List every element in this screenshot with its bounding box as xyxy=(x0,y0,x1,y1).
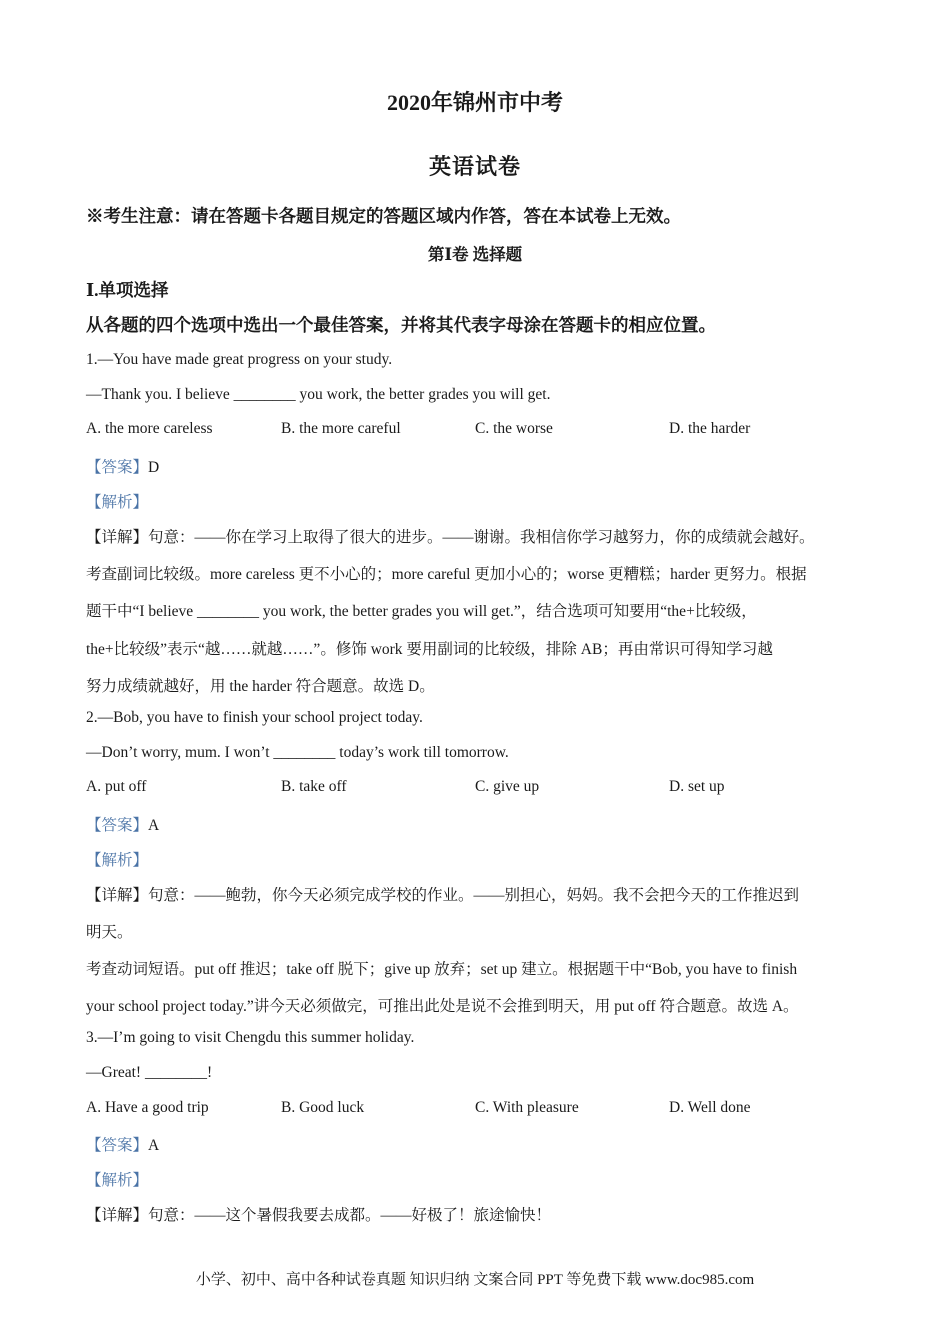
option-d: D. the harder xyxy=(669,420,751,437)
analysis-tag: 【解析】 xyxy=(86,852,149,869)
option-c: C. the worse xyxy=(475,420,553,437)
question-line: —Don’t worry, mum. I won’t ________ today’s work till tomorrow. xyxy=(86,744,509,761)
question-line: 1.—You have made great progress on your study. xyxy=(86,351,393,368)
detail-tag: 【详解】 xyxy=(86,1207,149,1224)
question-line: —Thank you. I believe ________ you work, the better grades you will get. xyxy=(86,386,551,403)
analysis-tag: 【解析】 xyxy=(86,494,149,511)
detail-text: 句意：——这个暑假我要去成都。——好极了！旅途愉快！ xyxy=(148,1207,552,1224)
option-b: B. Good luck xyxy=(281,1099,365,1116)
answer-line xyxy=(86,1133,159,1155)
answer-line xyxy=(86,455,159,477)
answer-value: A xyxy=(148,817,160,834)
answer-value: D xyxy=(148,459,160,476)
exam-title: 2020年锦州市中考 xyxy=(386,90,563,115)
page-footer: 小学、初中、高中各种试卷真题 知识归纳 文案合同 PPT 等免费下载 www.doc985.com xyxy=(195,1272,755,1288)
detail-text: 考查副词比较级。more careless 更不小心的；more careful 更加小心的；worse 更糟糕；harder 更努力。根据 xyxy=(86,566,807,583)
question-line: 2.—Bob, you have to finish your school project today. xyxy=(86,709,423,726)
detail-text: 努力成绩就越好，用 the harder 符合题意。故选 D。 xyxy=(86,678,435,695)
answer-value: A xyxy=(148,1137,160,1154)
detail-text: 题干中“I believe ________ you work, the better grades you will get.”，结合选项可知要用“the+比较级， xyxy=(86,603,757,620)
exam-subtitle: 英语试卷 xyxy=(428,154,521,179)
answer-tag: 【答案】 xyxy=(86,1137,149,1154)
option-d: D. set up xyxy=(669,778,725,795)
option-b: B. take off xyxy=(281,778,347,795)
question-line: —Great! ________! xyxy=(86,1064,213,1081)
section-heading: 第Ⅰ卷 选择题 xyxy=(427,245,523,264)
answer-line xyxy=(86,813,159,835)
detail-text: 明天。 xyxy=(86,924,133,941)
option-d: D. Well done xyxy=(669,1099,751,1116)
option-a: A. Have a good trip xyxy=(86,1099,209,1116)
exam-notice: ※考生注意：请在答题卡各题目规定的答题区域内作答，答在本试卷上无效。 xyxy=(86,206,681,226)
analysis-tag: 【解析】 xyxy=(86,1172,149,1189)
option-a: A. the more careless xyxy=(86,420,213,437)
part-instruction: 从各题的四个选项中选出一个最佳答案，并将其代表字母涂在答题卡的相应位置。 xyxy=(86,315,716,335)
option-c: C. give up xyxy=(475,778,540,795)
option-a: A. put off xyxy=(86,778,147,795)
question-line: 3.—I’m going to visit Chengdu this summer holiday. xyxy=(86,1029,415,1046)
detail-tag: 【详解】 xyxy=(86,529,149,546)
detail-tag: 【详解】 xyxy=(86,887,149,904)
detail-text: the+比较级”表示“越……就越……”。修饰 work 要用副词的比较级，排除 AB；再由常识可得知学习越 xyxy=(86,641,773,658)
detail-line xyxy=(86,525,815,547)
part-heading: Ⅰ.单项选择 xyxy=(86,280,169,300)
option-b: B. the more careful xyxy=(281,420,401,437)
detail-text: 考查动词短语。put off 推迟；take off 脱下；give up 放弃；set up 建立。根据题干中“Bob, you have to finish xyxy=(86,961,798,978)
answer-tag: 【答案】 xyxy=(86,817,149,834)
detail-line xyxy=(86,1203,551,1225)
detail-text: 句意：——你在学习上取得了很大的进步。——谢谢。我相信你学习越努力，你的成绩就会越好。 xyxy=(148,529,815,546)
option-c: C. With pleasure xyxy=(475,1099,579,1116)
detail-text: 句意：——鲍勃，你今天必须完成学校的作业。——别担心，妈妈。我不会把今天的工作推迟到 xyxy=(148,887,800,904)
detail-line xyxy=(86,883,799,905)
detail-text: your school project today.”讲今天必须做完，可推出此处是说不会推到明天，用 put off 符合题意。故选 A。 xyxy=(86,998,799,1015)
answer-tag: 【答案】 xyxy=(86,459,149,476)
